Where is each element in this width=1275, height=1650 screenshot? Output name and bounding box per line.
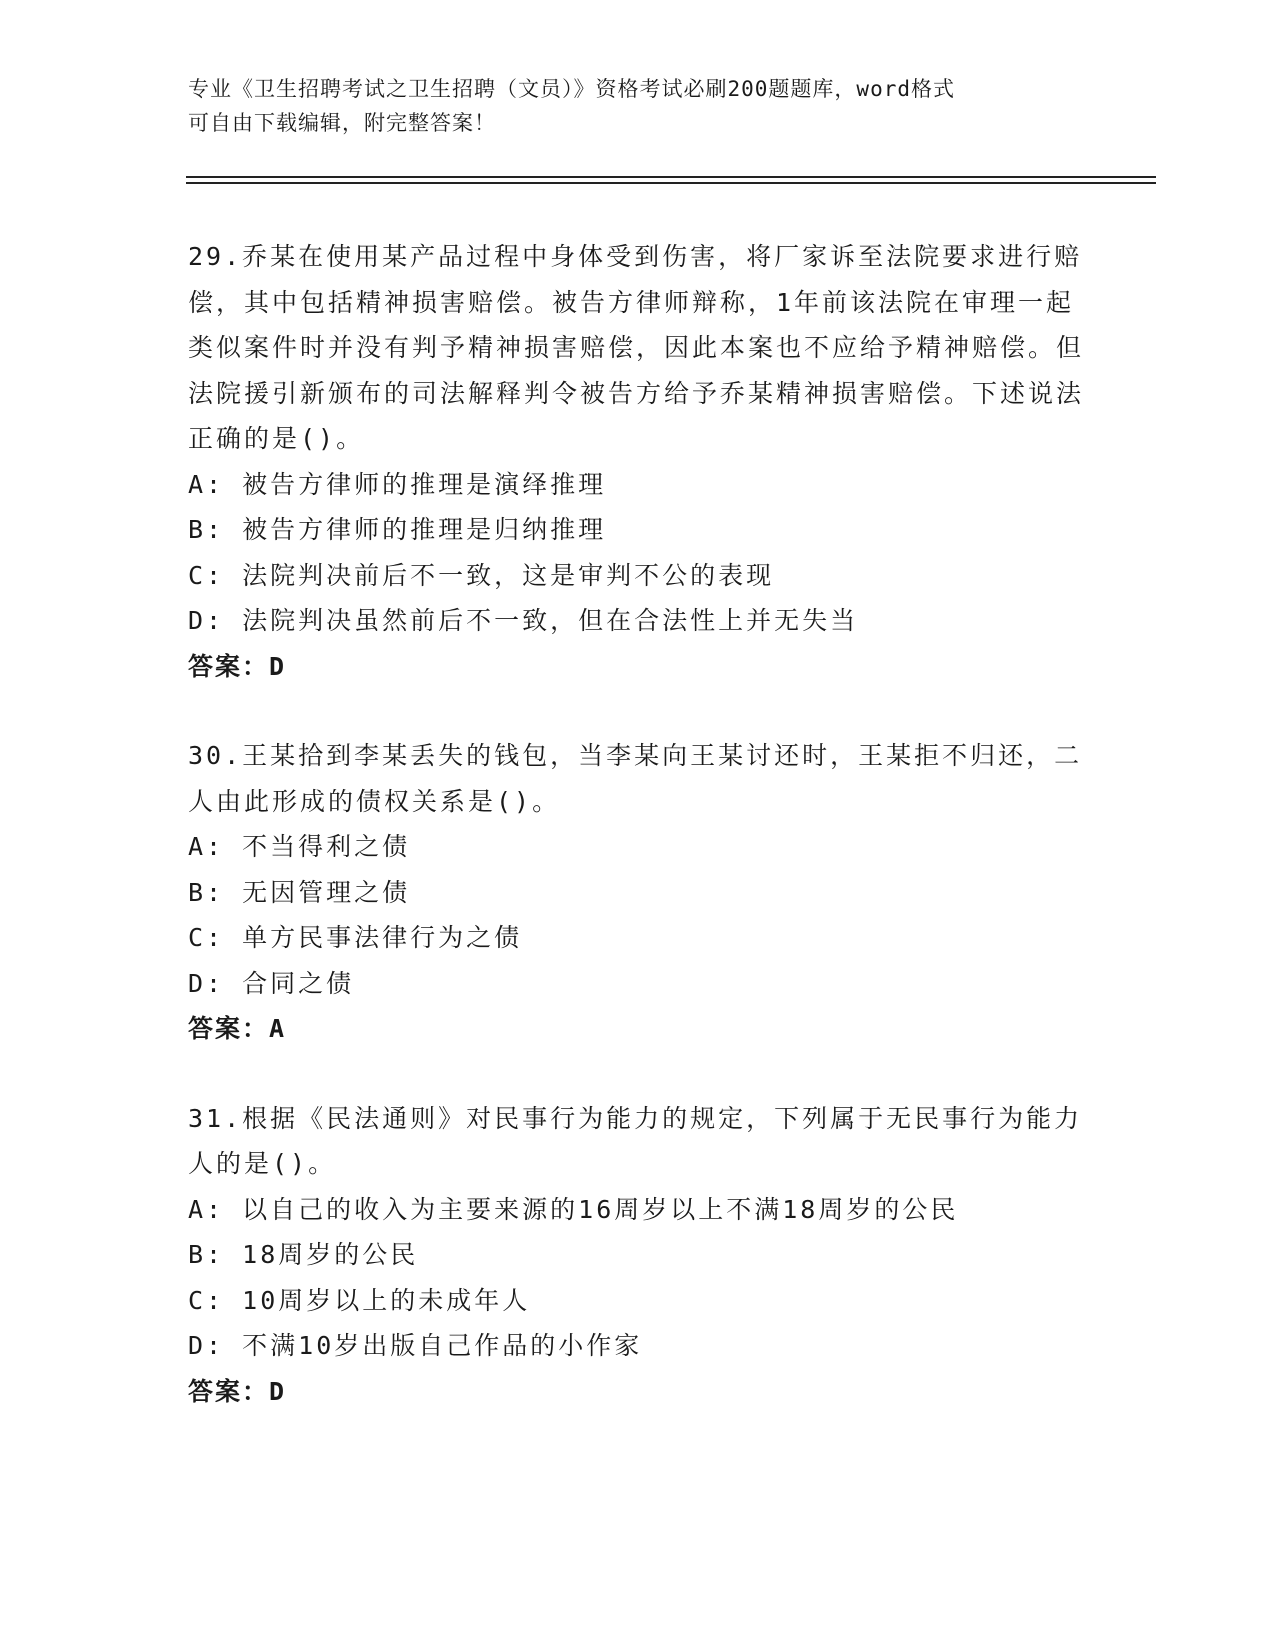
option-d: D: 法院判决虽然前后不一致，但在合法性上并无失当 <box>188 606 859 635</box>
option-d: D: 不满10岁出版自己作品的小作家 <box>188 1331 643 1360</box>
option-a: A: 以自己的收入为主要来源的16周岁以上不满18周岁的公民 <box>188 1194 959 1224</box>
option-b: B: 18周岁的公民 <box>188 1240 419 1269</box>
option-c: C: 10周岁以上的未成年人 <box>188 1285 531 1315</box>
question-list <box>188 234 1088 1458</box>
answer-line: 答案：A <box>188 1014 287 1043</box>
option-d: D: 合同之债 <box>188 968 355 998</box>
option-c: C: 单方民事法律行为之债 <box>188 923 523 952</box>
answer-line: 答案：D <box>188 1376 287 1406</box>
option-a: A: 被告方律师的推理是演绎推理 <box>188 469 607 499</box>
question-stem: 30.王某拾到李某丢失的钱包，当李某向王某讨还时，王某拒不归还，二人由此形成的债权关系是()。 <box>188 741 1083 816</box>
question-stem: 29.乔某在使用某产品过程中身体受到伤害，将厂家诉至法院要求进行赔偿，其中包括精神损害赔偿。被告方律师辩称，1年前该法院在审理一起类似案件时并没有判予精神损害赔偿，因此本案也不应给予精神赔偿。但法院援引新颁布的司法解释判令被告方给予乔某精神损害赔偿。下述说法正确的是()。 <box>188 242 1085 453</box>
option-b: B: 被告方律师的推理是归纳推理 <box>188 515 607 544</box>
header-title-line-2: 可自由下载编辑，附完整答案！ <box>188 111 496 135</box>
question-30 <box>188 733 1088 1052</box>
question-stem: 31.根据《民法通则》对民事行为能力的规定，下列属于无民事行为能力人的是()。 <box>188 1103 1083 1178</box>
option-a: A: 不当得利之债 <box>188 832 411 861</box>
document-header <box>188 72 1068 140</box>
header-divider-top <box>186 176 1156 178</box>
question-29 <box>188 234 1088 689</box>
header-divider-bottom <box>186 182 1156 184</box>
question-31 <box>188 1096 1088 1415</box>
option-b: B: 无因管理之债 <box>188 877 411 907</box>
option-c: C: 法院判决前后不一致，这是审判不公的表现 <box>188 560 775 590</box>
answer-line: 答案：D <box>188 651 287 681</box>
header-title-line-1: 专业《卫生招聘考试之卫生招聘（文员）》资格考试必刷200题题库，word格式 <box>188 77 955 101</box>
